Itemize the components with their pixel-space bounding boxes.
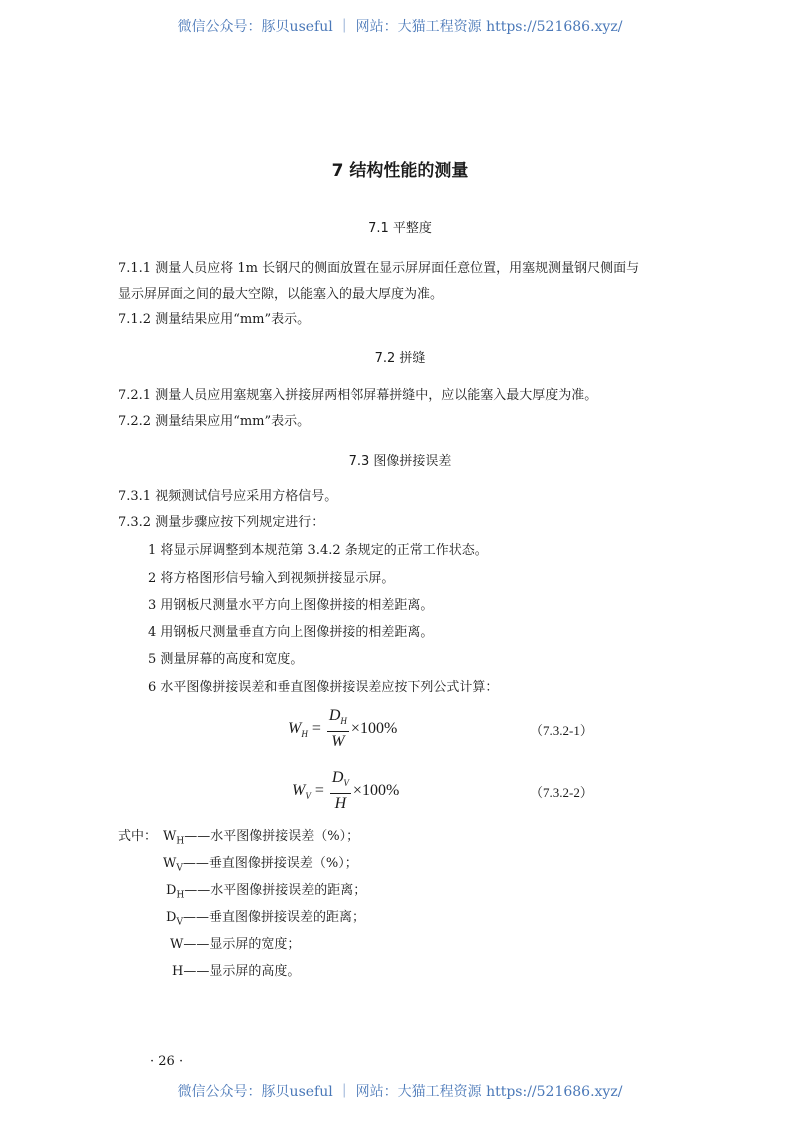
step-item: 5 测量屏幕的高度和宽度。: [148, 652, 304, 667]
where-label: 式中：: [118, 829, 158, 844]
watermark-footer: 微信公众号：豚贝useful ｜ 网站：大猫工程资源 https://521686.xyz/: [177, 1084, 623, 1100]
clause-7-1-1-cont: 显示屏屏面之间的最大空隙，以能塞入的最大厚度为准。: [118, 287, 444, 302]
step-item: 2 将方格图形信号输入到视频拼接显示屏。: [148, 571, 395, 586]
definition-item: W——显示屏的宽度；: [170, 937, 301, 952]
section-heading-7-3: 7.3 图像拼接误差: [348, 454, 452, 469]
step-item: 4 用钢板尺测量垂直方向上图像拼接的相差距离。: [148, 625, 434, 640]
section-heading-7-2: 7.2 拼缝: [374, 351, 426, 366]
step-item: 3 用钢板尺测量水平方向上图像拼接的相差距离。: [148, 598, 434, 613]
section-heading-7-1: 7.1 平整度: [368, 221, 432, 236]
clause-7-1-2: 7.1.2 测量结果应用“mm”表示。: [118, 312, 311, 327]
definition-item: $D_V——$垂直图像拼接误差的距离；: [166, 910, 365, 928]
definition-item: $D_H——$水平图像拼接误差的距离；: [166, 883, 367, 901]
chapter-title: 7 结构性能的测量: [331, 161, 469, 181]
clause-7-3-2: 7.3.2 测量步骤应按下列规定进行：: [118, 515, 325, 530]
clause-7-2-2: 7.2.2 测量结果应用“mm”表示。: [118, 414, 311, 429]
step-item: 1 将显示屏调整到本规范第 3.4.2 条规定的正常工作状态。: [148, 543, 488, 558]
equation-number: （7.3.2-1）: [530, 723, 593, 738]
clause-7-2-1: 7.2.1 测量人员应用塞规塞入拼接屏两相邻屏幕拼缝中，应以能塞入最大厚度为准。: [118, 388, 598, 403]
equation-number: （7.3.2-2）: [530, 785, 593, 800]
definition-item: H——显示屏的高度。: [172, 964, 301, 979]
watermark-header: 微信公众号：豚贝useful ｜ 网站：大猫工程资源 https://521686.xyz/: [177, 19, 623, 35]
formula-7-3-2-2: $W_V$ = $\frac{D_V}{H}$ ×100%: [292, 769, 400, 813]
step-item: 6 水平图像拼接误差和垂直图像拼接误差应按下列公式计算：: [148, 680, 499, 695]
page-number: · 26 ·: [150, 1054, 184, 1069]
clause-7-3-1: 7.3.1 视频测试信号应采用方格信号。: [118, 489, 338, 504]
definition-item: $W_V——$垂直图像拼接误差（%）；: [163, 856, 358, 874]
definition-item: $W_H——$水平图像拼接误差（%）；: [163, 829, 360, 847]
formula-7-3-2-1: $W_H$ = $\frac{D_H}{W}$ ×100%: [288, 707, 398, 751]
clause-7-1-1: 7.1.1 测量人员应将 1m 长钢尺的侧面放置在显示屏屏面任意位置，用塞规测量钢尺侧面与: [118, 261, 640, 276]
